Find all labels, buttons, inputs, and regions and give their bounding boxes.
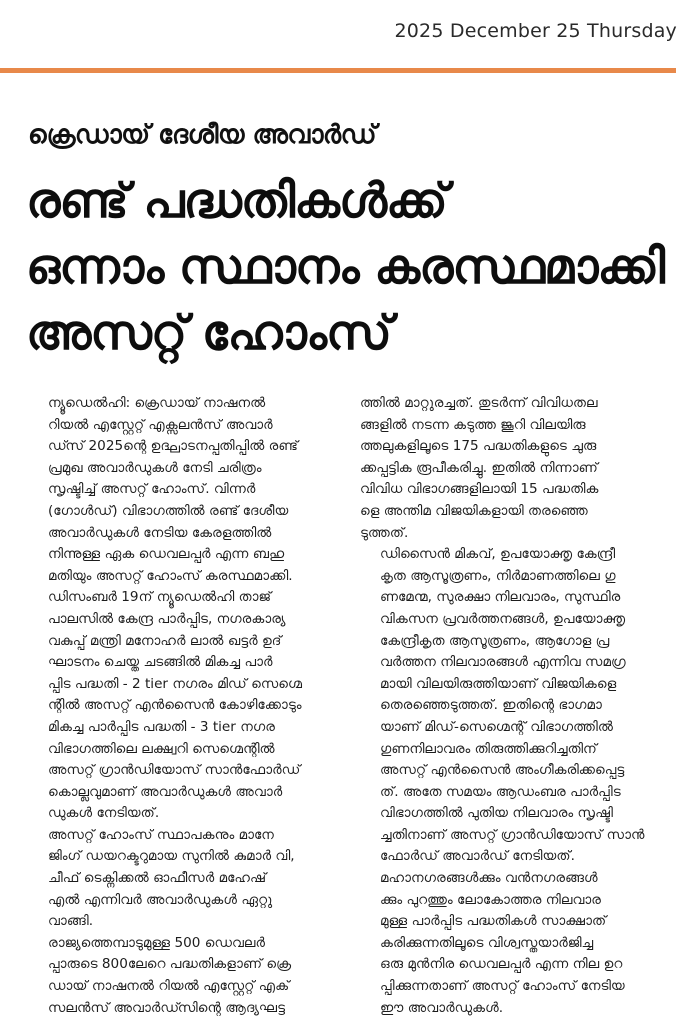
article-column-left [28,393,346,1019]
article-paragraph [360,868,678,1019]
article-text-line: കൊല്ലവുമാണ് അവാർഡുകൾ അവാർ [48,783,283,800]
article-text-line: വർത്തന നിലവാരങ്ങൾ എന്നിവ സമഗ്ര [380,654,626,671]
article-text-line: ന്യൂഡെൽഹി: ക്രെഡായ് നാഷനൽ [48,395,266,411]
article-text-line: വാങ്ങി. [48,913,94,930]
article-text-line: ചീഫ് ടെക്നിക്കൽ ഓഫീസർ മഹേഷ് [48,870,267,887]
article-text-line: ഡ്സ് 2025ന്റെ ഉദ്ഘാടനപ്പതിപ്പിൽ രണ്ട് [48,438,299,455]
article-text-line: വിഭാഗത്തിൽ പുതിയ നിലവാരം സൃഷ്ടി [380,805,613,822]
article-paragraph [28,393,346,587]
article-text-line: വകുപ്പ് മന്ത്രി മനോഹർ ലാൽ ഖട്ടർ ഉദ് [48,632,282,649]
article-text-line: മതിയും അസറ്റ് ഹോംസ് കരസ്ഥമാക്കി. [48,567,293,584]
article-text-line: ഒരു മുൻനിര ഡെവലപ്പർ എന്ന നില ഉറ [380,956,623,973]
article-kicker: ക്രെഡായ് ദേശീയ അവാർഡ് [28,120,376,150]
article-text-line: യാണ് മിഡ്-സെഗ്മെന്റ് വിഭാഗത്തിൽ [380,718,613,735]
article-text-line: ഡിസംബർ 19ന് ന്യൂഡെൽഹി താജ് [48,589,272,606]
article-text-line: റിയൽ എസ്റ്റേറ്റ് എക്സലൻസ് അവാർ [48,416,273,433]
article-text-line: സലൻസ് അവാർഡ്സിന്റെ ആദ്യഘട്ട [48,999,286,1016]
article-paragraph [28,587,346,825]
article-headline [26,168,686,366]
article-text-line: ഗുണനിലാവരം തിരുത്തിക്കുറിച്ചതിന് [380,740,597,757]
headline-line: രണ്ട് പദ്ധതികൾക്ക് [26,173,447,229]
article-text-line: ന്റിൽ അസറ്റ് എൻസൈൻ കോഴിക്കോടും [48,697,302,714]
article-paragraph [360,393,678,544]
article-text-line: ത്തലുകളിലൂടെ 175 പദ്ധതികളുടെ ചുരു [360,438,597,455]
header-divider [0,68,676,73]
article-paragraph [360,544,678,868]
article-text-line: പ്പിട പദ്ധതി - 2 tier നഗരം മിഡ് സെഗ്മെ [48,675,303,692]
article-text-line: ഘാടനം ചെയ്ത ചടങ്ങിൽ മികച്ച പാർ [48,654,273,671]
article-text-line: വിവിധ വിഭാഗങ്ങളിലായി 15 പദ്ധതിക [360,481,599,498]
article-text-line: ഫോർഡ് അവാർഡ് നേടിയത്. [380,848,575,865]
article-text-line: മുള്ള പാർപ്പിട പദ്ധതികൾ സാക്ഷാത് [380,913,607,930]
article-text-line: ഡിസൈൻ മികവ്, ഉപയോക്തൃ കേന്ദ്രീ [380,546,616,563]
article-text-line: ങ്ങളിൽ നടന്ന കടുത്ത ജൂറി വിലയിരു [360,416,586,433]
article-text-line: ക്കപ്പട്ടിക രൂപീകരിച്ചു. ഇതിൽ നിന്നാണ് [360,459,598,476]
article-text-line: (ഗോൾഡ്) വിഭാഗത്തിൽ രണ്ട് ദേശീയ [48,502,289,519]
article-text-line: അസറ്റ് ഗ്രാൻഡിയോസ് സാൻഫോർഡ് [48,762,301,779]
article-text-line: എൽ എന്നിവർ അവാർഡുകൾ ഏറ്റു [48,891,273,908]
article-text-line: കരിക്കുന്നതിലൂടെ വിശ്വസ്തയാർജിച്ച [380,934,594,951]
article-body [28,393,678,1019]
article-column-right [360,393,678,1019]
article-text-line: ഡായ് നാഷനൽ റിയൽ എസ്റ്റേറ്റ് എക് [48,978,290,995]
article-text-line: കൃത ആസൂത്രണം, നിർമാണത്തിലെ ഗു [380,567,616,584]
article-text-line: ളെ അന്തിമ വിജയികളായി തരഞ്ഞെ [360,502,588,519]
article-paragraph [28,825,346,933]
article-text-line: പ്പിക്കുന്നതാണ് അസറ്റ് ഹോംസ് നേടിയ [380,978,625,995]
article-text-line: ച്ചതിനാണ് അസറ്റ് ഗ്രാൻഡിയോസ് സാൻ [380,826,645,843]
article-text-line: ഡുകൾ നേടിയത്. [48,805,160,822]
article-text-line: അവാർഡുകൾ നേടിയ കേരളത്തിൽ [48,524,272,541]
article-text-line: വിഭാഗത്തിലെ ലക്ഷ്വറി സെഗ്മെന്റിൽ [48,740,275,757]
article-text-line: അസറ്റ് എൻസൈൻ അംഗീകരിക്കപ്പെട്ട [380,762,625,779]
article-text-line: മായി വിലയിരുത്തിയാണ് വിജയികളെ [380,675,617,692]
article-text-line: മഹാനഗരങ്ങൾക്കും വൻനഗരങ്ങൾ [380,870,598,887]
article-text-line: ഈ അവാർഡുകൾ. [380,999,504,1016]
article-text-line: വികസന പ്രവർത്തനങ്ങൾ, ഉപയോക്തൃ [380,610,626,627]
article-text-line: പ്പാരുടെ 800ലേറെ പദ്ധതികളാണ് ക്രെ [48,956,292,973]
article-text-line: ത്തിൽ മാറ്റുരച്ചത്. തുടർന്ന് വിവിധതല [360,395,598,411]
article-text-line: കേന്ദ്രീകൃത ആസൂത്രണം, ആഗോള പ്ര [380,632,610,649]
article-text-line: ജിംഗ് ഡയറക്ടറുമായ സുനിൽ കുമാർ വി, [48,848,295,865]
headline-line: ഒന്നാം സ്ഥാനം കരസ്ഥമാക്കി [26,239,665,295]
article-text-line: മികച്ച പാർപ്പിട പദ്ധതി - 3 tier നഗര [48,718,275,735]
article-text-line: ടുത്തത്. [360,524,409,541]
article-paragraph [28,933,346,1019]
article-text-line: ത്. അതേ സമയം ആഡംബര പാർപ്പിട [380,783,621,800]
article-text-line: രാജ്യത്തെമ്പാടുമുള്ള 500 ഡെവലർ [48,934,266,951]
article-text-line: സൃഷ്ടിച്ച് അസറ്റ് ഹോംസ്. വിന്നർ [48,481,256,498]
article-text-line: തെരഞ്ഞെടുത്തത്. ഇതിന്റെ ഭാഗമാ [380,697,602,714]
article-text-line: പാലസിൽ കേന്ദ്ര പാർപ്പിട, നഗരകാര്യ [48,610,286,627]
publication-date: 2025 December 25 Thursday [394,20,677,42]
article-text-line: നിന്നുള്ള ഏക ഡെവലപ്പർ എന്ന ബഹു [48,546,285,563]
article-text-line: അസറ്റ് ഹോംസ് സ്ഥാപകനും മാനേ [48,826,274,843]
article-text-line: പ്രമുഖ അവാർഡുകൾ നേടി ചരിത്രം [48,459,262,476]
article-text-line: ണമേന്മ, സുരക്ഷാ നിലവാരം, സുസ്ഥിര [380,589,621,606]
article-text-line: ക്കും പുറത്തും ലോകോത്തര നിലവാര [380,891,602,908]
headline-line: അസറ്റ് ഹോംസ് [26,305,391,361]
